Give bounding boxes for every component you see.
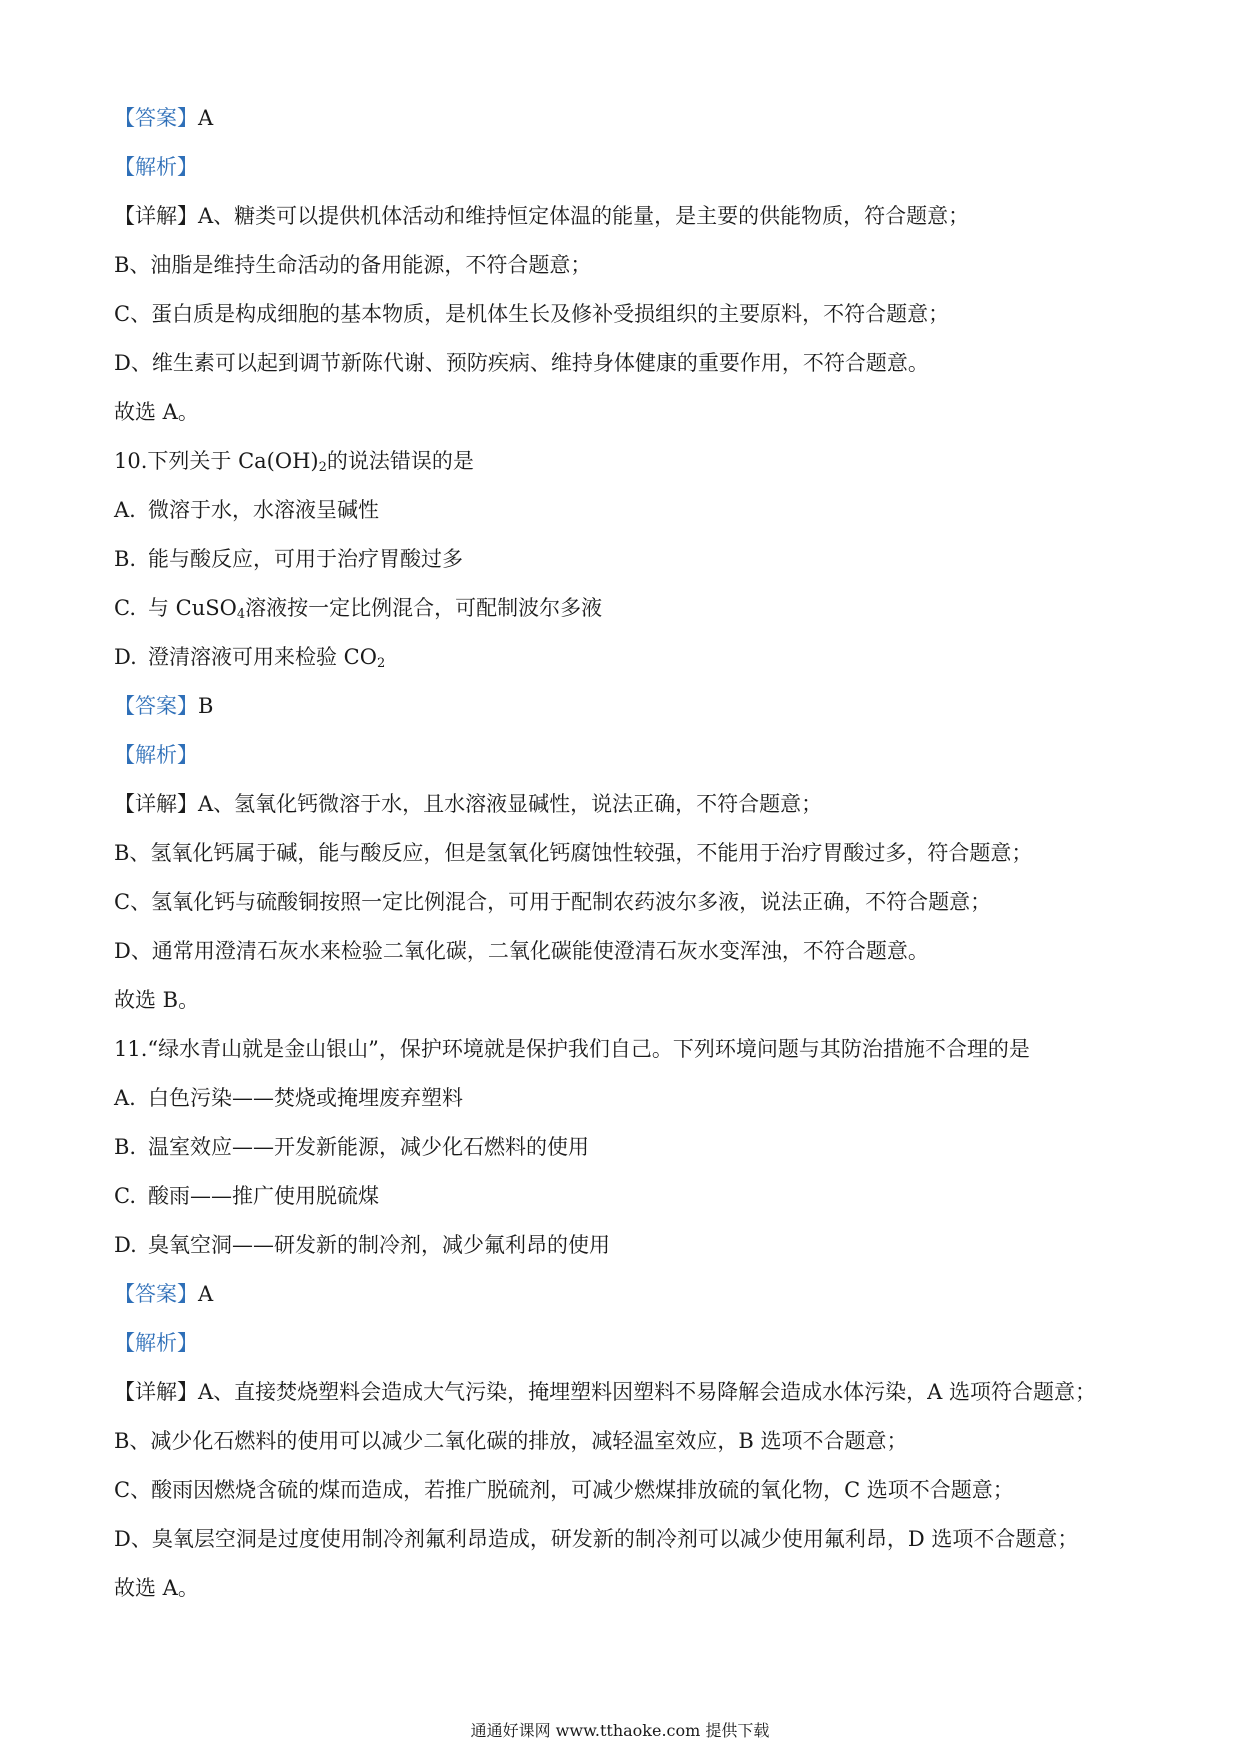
option-letter: A. — [114, 498, 136, 522]
option-letter: A. — [114, 1086, 136, 1110]
question-11-stem: 11.“绿水青山就是金山银山”，保护环境就是保护我们自己。下列环境问题与其防治措施不合理的是 — [114, 1037, 1030, 1061]
option-text-post: 溶液按一定比例混合，可配制波尔多液 — [245, 596, 603, 620]
answer-line — [114, 103, 213, 133]
option-text: 臭氧空洞——研发新的制冷剂，减少氟利昂的使用 — [148, 1233, 610, 1257]
detail-text: A、直接焚烧塑料会造成大气污染，掩埋塑料因塑料不易降解会造成水体污染，A 选项符合题意； — [198, 1380, 1097, 1404]
analysis-heading — [114, 152, 198, 182]
stem-subscript: 2 — [318, 460, 327, 475]
question-11-option-a — [114, 1083, 463, 1113]
answer-value: A — [198, 1282, 214, 1306]
answer-value: B — [198, 694, 214, 718]
option-letter: D. — [114, 1233, 137, 1257]
analysis-tag: 【解析】 — [114, 743, 198, 767]
explanation-line: C、氢氧化钙与硫酸铜按照一定比例混合，可用于配制农药波尔多液，说法正确，不符合题意； — [114, 890, 992, 914]
option-text-pre: 澄清溶液可用来检验 CO — [148, 645, 377, 669]
detail-line — [114, 1377, 1096, 1407]
analysis-heading — [114, 740, 198, 770]
conclusion-line: 故选 A。 — [114, 400, 199, 424]
option-letter: B. — [114, 1135, 137, 1159]
option-letter: C. — [114, 1184, 136, 1208]
option-text: 温室效应——开发新能源，减少化石燃料的使用 — [148, 1135, 589, 1159]
option-letter: B. — [114, 547, 137, 571]
answer-tag: 【答案】 — [114, 1282, 198, 1306]
explanation-line: B、减少化石燃料的使用可以减少二氧化碳的排放，减轻温室效应，B 选项不合题意； — [114, 1429, 908, 1453]
conclusion-line: 故选 A。 — [114, 1576, 199, 1600]
answer-line — [114, 691, 213, 721]
conclusion-line: 故选 B。 — [114, 988, 200, 1012]
page-footer: 通通好课网 www.tthaoke.com 提供下载 — [470, 1721, 770, 1740]
question-10-option-a — [114, 495, 379, 525]
answer-line — [114, 1279, 213, 1309]
analysis-heading — [114, 1328, 198, 1358]
question-11-option-d — [114, 1230, 610, 1260]
explanation-line: B、油脂是维持生命活动的备用能源，不符合题意； — [114, 253, 592, 277]
option-letter: D. — [114, 645, 137, 669]
detail-line — [114, 789, 822, 819]
answer-value: A — [198, 106, 214, 130]
explanation-line: B、氢氧化钙属于碱，能与酸反应，但是氢氧化钙腐蚀性较强，不能用于治疗胃酸过多，符合题意； — [114, 841, 1033, 865]
analysis-tag: 【解析】 — [114, 1331, 198, 1355]
question-10-option-b — [114, 544, 463, 574]
option-text: 能与酸反应，可用于治疗胃酸过多 — [148, 547, 463, 571]
explanation-line: D、维生素可以起到调节新陈代谢、预防疾病、维持身体健康的重要作用，不符合题意。 — [114, 351, 929, 375]
answer-tag: 【答案】 — [114, 694, 198, 718]
option-text-pre: 与 CuSO — [148, 596, 237, 620]
option-letter: C. — [114, 596, 136, 620]
option-text: 微溶于水，水溶液呈碱性 — [148, 498, 379, 522]
detail-line — [114, 201, 969, 231]
detail-tag: 【详解】 — [114, 204, 198, 228]
question-10-option-c — [114, 593, 602, 623]
explanation-line: C、酸雨因燃烧含硫的煤而造成，若推广脱硫剂，可减少燃煤排放硫的氧化物，C 选项不合题意； — [114, 1478, 1014, 1502]
stem-suffix: 的说法错误的是 — [326, 449, 474, 473]
detail-tag: 【详解】 — [114, 1380, 198, 1404]
option-subscript: 2 — [376, 656, 386, 671]
detail-tag: 【详解】 — [114, 792, 198, 816]
detail-text: A、糖类可以提供机体活动和维持恒定体温的能量，是主要的供能物质，符合题意； — [198, 204, 970, 228]
analysis-tag: 【解析】 — [114, 155, 198, 179]
question-11-option-c — [114, 1181, 379, 1211]
answer-tag: 【答案】 — [114, 106, 198, 130]
option-text: 白色污染——焚烧或掩埋废弃塑料 — [148, 1086, 463, 1110]
question-11-option-b — [114, 1132, 589, 1162]
question-10-option-d — [114, 642, 385, 672]
option-subscript: 4 — [236, 607, 246, 622]
explanation-line: D、臭氧层空洞是过度使用制冷剂氟利昂造成，研发新的制冷剂可以减少使用氟利昂，D 选项不合题意； — [114, 1527, 1079, 1551]
detail-text: A、氢氧化钙微溶于水，且水溶液显碱性，说法正确，不符合题意； — [198, 792, 823, 816]
stem-prefix: 10.下列关于 Ca(OH) — [114, 449, 319, 473]
explanation-line: D、通常用澄清石灰水来检验二氧化碳，二氧化碳能使澄清石灰水变浑浊，不符合题意。 — [114, 939, 929, 963]
question-10-stem — [114, 446, 474, 476]
option-text: 酸雨——推广使用脱硫煤 — [148, 1184, 379, 1208]
explanation-line: C、蛋白质是构成细胞的基本物质，是机体生长及修补受损组织的主要原料，不符合题意； — [114, 302, 950, 326]
